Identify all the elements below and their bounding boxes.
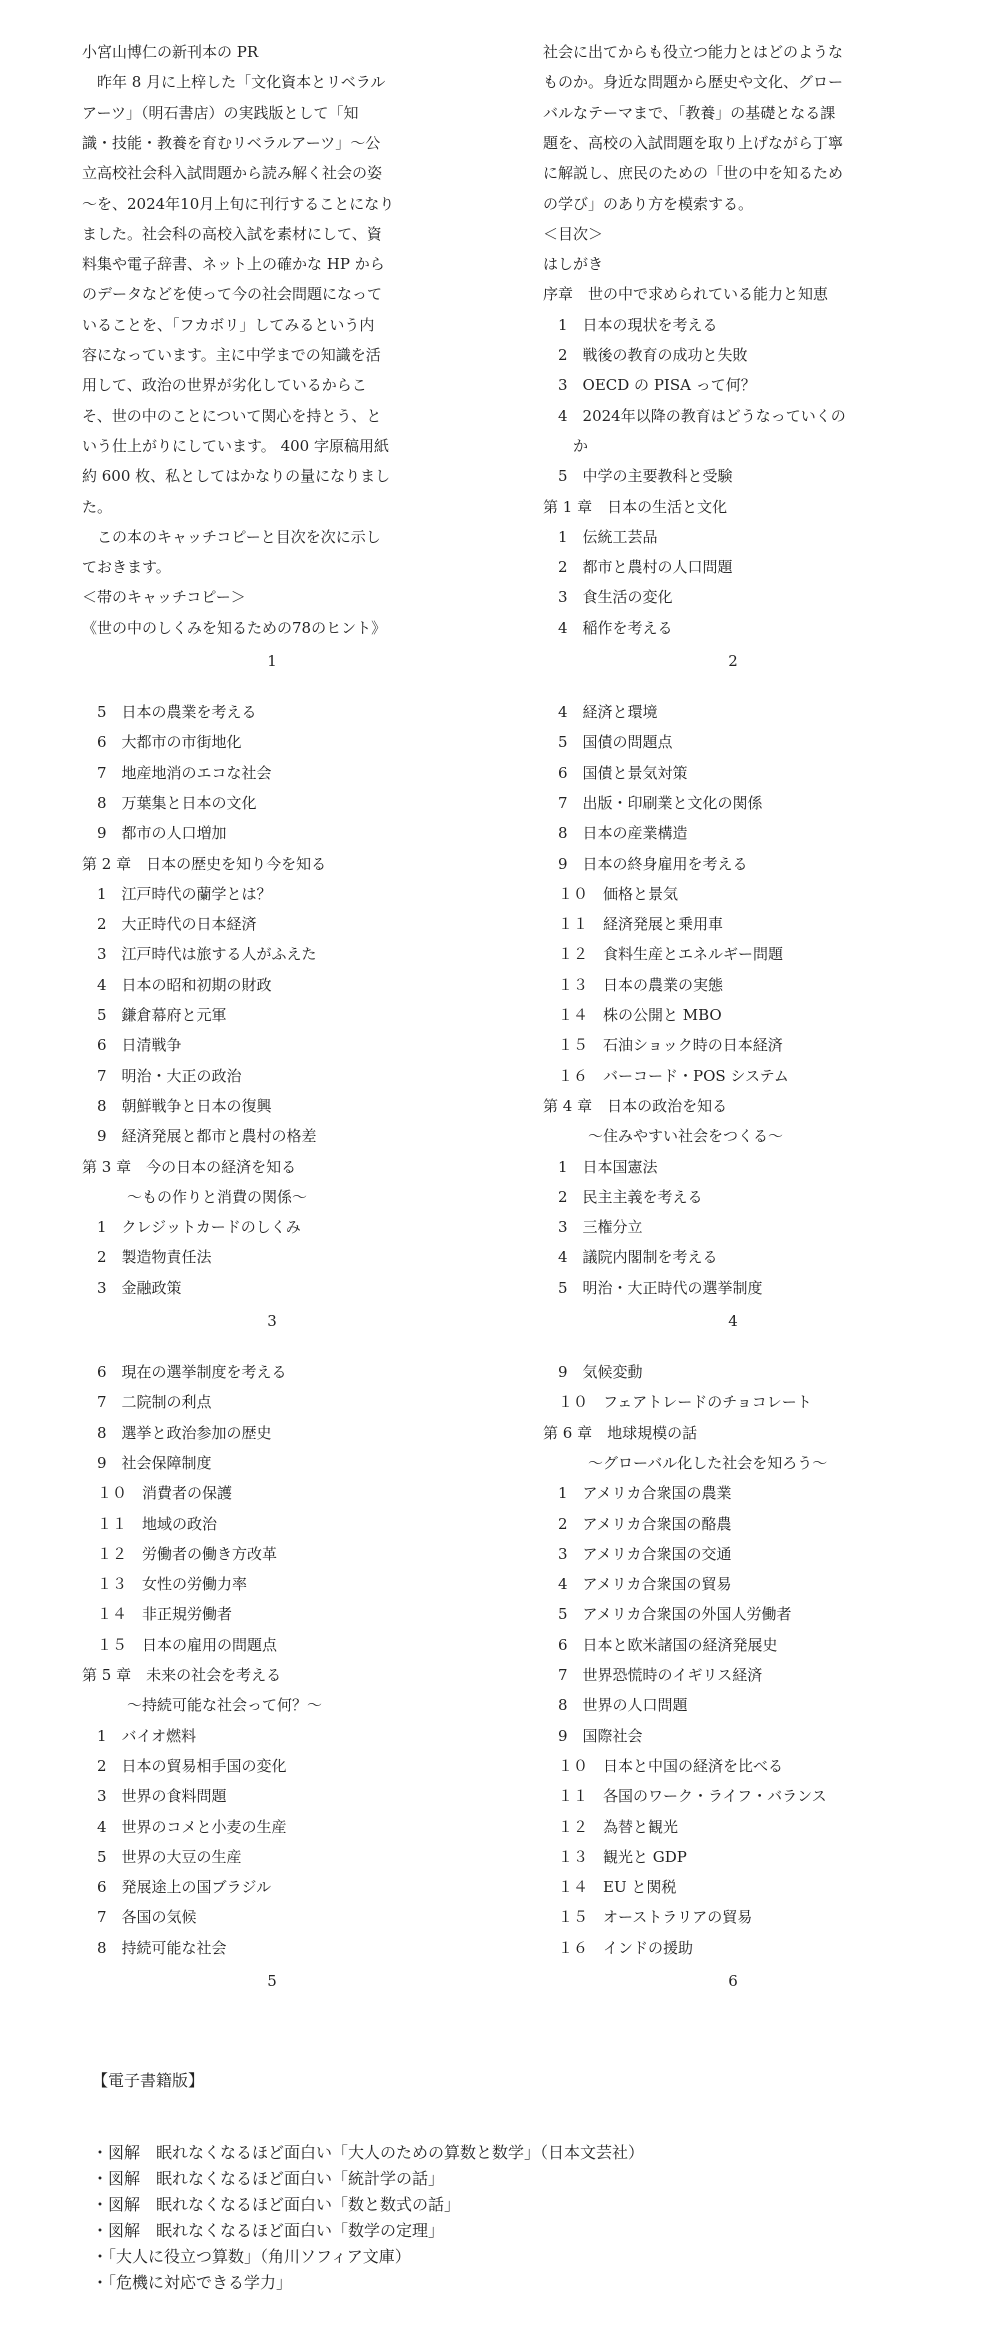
text-line: ～住みやすい社会をつくる～ [543, 1127, 784, 1146]
text-line: １０ 価格と景気 [543, 884, 679, 903]
page-5 [82, 1362, 462, 2002]
text-line: 昨年 8 月に上梓した「文化資本とリベラル [82, 73, 386, 92]
text-line: １６ バーコード・POS システム [543, 1066, 789, 1085]
text-line: 識・技能・教養を育むリベラルアーツ」～公 [82, 133, 381, 152]
text-line: 6 国債と景気対策 [543, 763, 688, 782]
text-line: 第 1 章 日本の生活と文化 [543, 497, 728, 516]
text-line: 3 三権分立 [543, 1218, 643, 1237]
text-line: 1 伝統工芸品 [543, 527, 658, 546]
text-line: ものか。身近な問題から歴史や文化、グロー [543, 73, 844, 92]
text-line: 1 アメリカ合衆国の農業 [543, 1484, 732, 1503]
text-line: 2 日本の貿易相手国の変化 [82, 1756, 287, 1775]
page-6 [543, 1362, 923, 2002]
text-line: 8 選挙と政治参加の歴史 [82, 1423, 272, 1442]
text-line: 7 明治・大正の政治 [82, 1066, 242, 1085]
text-line: 9 日本の終身雇用を考える [543, 854, 748, 873]
text-line: １１ 経済発展と乗用車 [543, 915, 724, 934]
text-line: 4 アメリカ合衆国の貿易 [543, 1575, 732, 1594]
text-line: 《世の中のしくみを知るための78のヒント》 [82, 618, 387, 637]
text-line: 4 世界のコメと小麦の生産 [82, 1817, 287, 1836]
ebook-section [92, 2070, 912, 2310]
text-line: 第 3 章 今の日本の経済を知る [82, 1157, 297, 1176]
text-line: 1 日本の現状を考える [543, 315, 718, 334]
ebook-heading: 【電子書籍版】 [92, 2071, 205, 2090]
text-line: 料集や電子辞書、ネット上の確かな HP から [82, 255, 385, 274]
text-line: 5 明治・大正時代の選挙制度 [543, 1278, 763, 1297]
text-line: 5 鎌倉幕府と元軍 [82, 1006, 227, 1024]
text-line: ～を、2024年10月上旬に刊行することになり [82, 194, 395, 213]
text-line: 8 万葉集と日本の文化 [82, 793, 257, 812]
text-line: 4 経済と環境 [543, 703, 658, 721]
ebook-item: ・図解 眠れなくなるほど面白い「大人のための算数と数学」（日本文芸社） [92, 2143, 645, 2162]
text-line: 3 食生活の変化 [543, 588, 673, 607]
text-line: 6 発展途上の国ブラジル [82, 1878, 272, 1897]
text-line: １０ 日本と中国の経済を比べる [543, 1756, 784, 1775]
text-line: た。 [82, 497, 113, 516]
text-line: 5 日本の農業を考える [82, 703, 257, 721]
text-line: ＜帯のキャッチコピー＞ [82, 588, 246, 607]
text-line: 立高校社会科入試問題から読み解く社会の姿 [82, 164, 383, 183]
text-line: ～もの作りと消費の関係～ [82, 1187, 308, 1206]
text-line: 9 気候変動 [543, 1363, 643, 1381]
text-line: アーツ」（明石書店）の実践版として「知 [82, 103, 359, 122]
text-line: 小宮山博仁の新刊本の PR [82, 43, 259, 61]
text-line: 5 アメリカ合衆国の外国人労働者 [543, 1605, 792, 1624]
text-line: いう仕上がりにしています。 400 字原稿用紙 [82, 436, 389, 455]
text-line: この本のキャッチコピーと目次を次に示し [82, 527, 381, 546]
text-line: 7 世界恐慌時のイギリス経済 [543, 1666, 763, 1684]
text-line: 8 朝鮮戦争と日本の復興 [82, 1096, 272, 1115]
text-line: バルなテーマまで、「教養」の基礎となる課 [543, 103, 836, 122]
text-line: 8 持続可能な社会 [82, 1938, 227, 1957]
text-line: か [543, 436, 589, 455]
text-line: １１ 地域の政治 [82, 1514, 218, 1533]
text-line: 6 大都市の市街地化 [82, 733, 242, 752]
text-line: 第 5 章 未来の社会を考える [82, 1666, 282, 1684]
text-line: 3 OECD の PISA って何？ [543, 376, 756, 395]
text-line: 2 アメリカ合衆国の酪農 [543, 1514, 732, 1533]
text-line: 容になっています。主に中学までの知識を活 [82, 346, 381, 364]
text-line: 3 江戸時代は旅する人がふえた [82, 945, 317, 964]
text-line: そ、世の中のことについて関心を持とう、と [82, 406, 382, 425]
text-line: 8 世界の人口問題 [543, 1696, 688, 1715]
text-line: 9 国際社会 [543, 1726, 643, 1745]
text-line: 社会に出てからも役立つ能力とはどのような [543, 43, 844, 61]
text-line: １４ 非正規労働者 [82, 1605, 233, 1624]
text-line: １５ オーストラリアの貿易 [543, 1908, 753, 1927]
text-line: 2 都市と農村の人口問題 [543, 558, 733, 577]
text-line: 7 出版・印刷業と文化の関係 [543, 793, 763, 812]
text-line: １２ 為替と観光 [543, 1817, 679, 1836]
text-line: ～グローバル化した社会を知ろう～ [543, 1453, 828, 1472]
text-line: 9 社会保障制度 [82, 1453, 212, 1472]
ebook-item: ・「大人に役立つ算数」（角川ソフィア文庫） [92, 2247, 411, 2266]
text-line: 5 国債の問題点 [543, 733, 673, 752]
text-line: の学び」のあり方を模索する。 [543, 194, 754, 213]
text-line: 4 議院内閣制を考える [543, 1248, 718, 1267]
text-line: 2 民主主義を考える [543, 1187, 703, 1206]
text-line: 約 600 枚、私としてはかなりの量になりまし [82, 467, 391, 486]
text-line: 9 経済発展と都市と農村の格差 [82, 1127, 317, 1146]
text-line: 第 2 章 日本の歴史を知り今を知る [82, 854, 327, 873]
text-line: 6 現在の選挙制度を考える [82, 1363, 287, 1381]
page-number: 3 [267, 1312, 277, 1330]
text-line: 2 製造物責任法 [82, 1248, 212, 1267]
text-line: ＜目次＞ [543, 224, 604, 243]
text-line: 6 日清戦争 [82, 1036, 182, 1055]
page-number: 4 [728, 1312, 738, 1330]
text-line: 3 アメリカ合衆国の交通 [543, 1544, 732, 1563]
text-line: １３ 女性の労働力率 [82, 1575, 248, 1594]
text-line: 第 4 章 日本の政治を知る [543, 1096, 728, 1115]
text-line: １０ 消費者の保護 [82, 1484, 233, 1503]
text-line: 第 6 章 地球規模の話 [543, 1423, 698, 1442]
ebook-item: ・図解 眠れなくなるほど面白い「統計学の話」 [92, 2169, 445, 2188]
text-line: 7 二院制の利点 [82, 1393, 212, 1412]
text-line: 6 日本と欧米諸国の経済発展史 [543, 1635, 778, 1654]
text-line: 4 2024年以降の教育はどうなっていくの [543, 406, 846, 425]
text-line: 5 世界の大豆の生産 [82, 1847, 242, 1866]
text-line: １２ 労働者の働き方改革 [82, 1544, 278, 1563]
page-number: 1 [267, 652, 277, 670]
text-line: 2 戦後の教育の成功と失敗 [543, 346, 748, 364]
text-line: ておきます。 [82, 558, 171, 577]
text-line: 1 日本国憲法 [543, 1157, 658, 1176]
text-line: ました。社会科の高校入試を素材にして、資 [82, 224, 382, 243]
page-number: 2 [728, 652, 738, 670]
text-line: 8 日本の産業構造 [543, 824, 688, 843]
text-line: 1 江戸時代の蘭学とは？ [82, 884, 272, 903]
text-line: に解説し、庶民のための「世の中を知るため [543, 164, 844, 183]
text-line: 序章 世の中で求められている能力と知恵 [543, 285, 829, 304]
text-line: １１ 各国のワーク・ライフ・バランス [543, 1787, 827, 1806]
text-line: １６ インドの援助 [543, 1938, 694, 1957]
text-line: いることを、「フカボリ」してみるという内 [82, 315, 375, 334]
text-line: １５ 日本の雇用の問題点 [82, 1635, 278, 1654]
text-line: １０ フェアトレードのチョコレート [543, 1393, 812, 1412]
text-line: 5 中学の主要教科と受験 [543, 467, 733, 486]
ebook-item: ・「危機に対応できる学力」 [92, 2273, 293, 2292]
text-line: 1 クレジットカードのしくみ [82, 1218, 301, 1237]
page-4 [543, 702, 923, 1342]
ebook-item: ・図解 眠れなくなるほど面白い「数と数式の話」 [92, 2195, 461, 2214]
text-line: 3 世界の食料問題 [82, 1787, 227, 1806]
text-line: 3 金融政策 [82, 1278, 182, 1297]
text-line: 7 地産地消のエコな社会 [82, 763, 272, 782]
page-3 [82, 702, 462, 1342]
text-line: 4 日本の昭和初期の財政 [82, 975, 272, 994]
text-line: 4 稲作を考える [543, 618, 673, 637]
text-line: 題を、高校の入試問題を取り上げながら丁寧 [543, 133, 844, 152]
text-line: １２ 食料生産とエネルギー問題 [543, 945, 784, 964]
text-line: １４ EU と関税 [543, 1878, 677, 1897]
text-line: １３ 日本の農業の実態 [543, 975, 724, 994]
text-line: 9 都市の人口増加 [82, 824, 227, 843]
page-1 [82, 42, 462, 682]
text-line: 1 バイオ燃料 [82, 1726, 197, 1745]
text-line: １５ 石油ショック時の日本経済 [543, 1036, 783, 1055]
page-2 [543, 42, 923, 682]
text-line: 7 各国の気候 [82, 1908, 197, 1927]
text-line: １４ 株の公開と MBO [543, 1006, 722, 1024]
text-line: のデータなどを使って今の社会問題になって [82, 285, 383, 304]
ebook-item: ・図解 眠れなくなるほど面白い「数学の定理」 [92, 2221, 445, 2240]
text-line: １３ 観光と GDP [543, 1847, 687, 1866]
page-number: 5 [267, 1972, 277, 1990]
text-line: 2 大正時代の日本経済 [82, 915, 257, 934]
page-number: 6 [728, 1972, 738, 1990]
text-line: はしがき [543, 255, 604, 274]
text-line: 用して、政治の世界が劣化しているからこ [82, 376, 367, 395]
text-line: ～持続可能な社会って何？～ [82, 1696, 323, 1715]
